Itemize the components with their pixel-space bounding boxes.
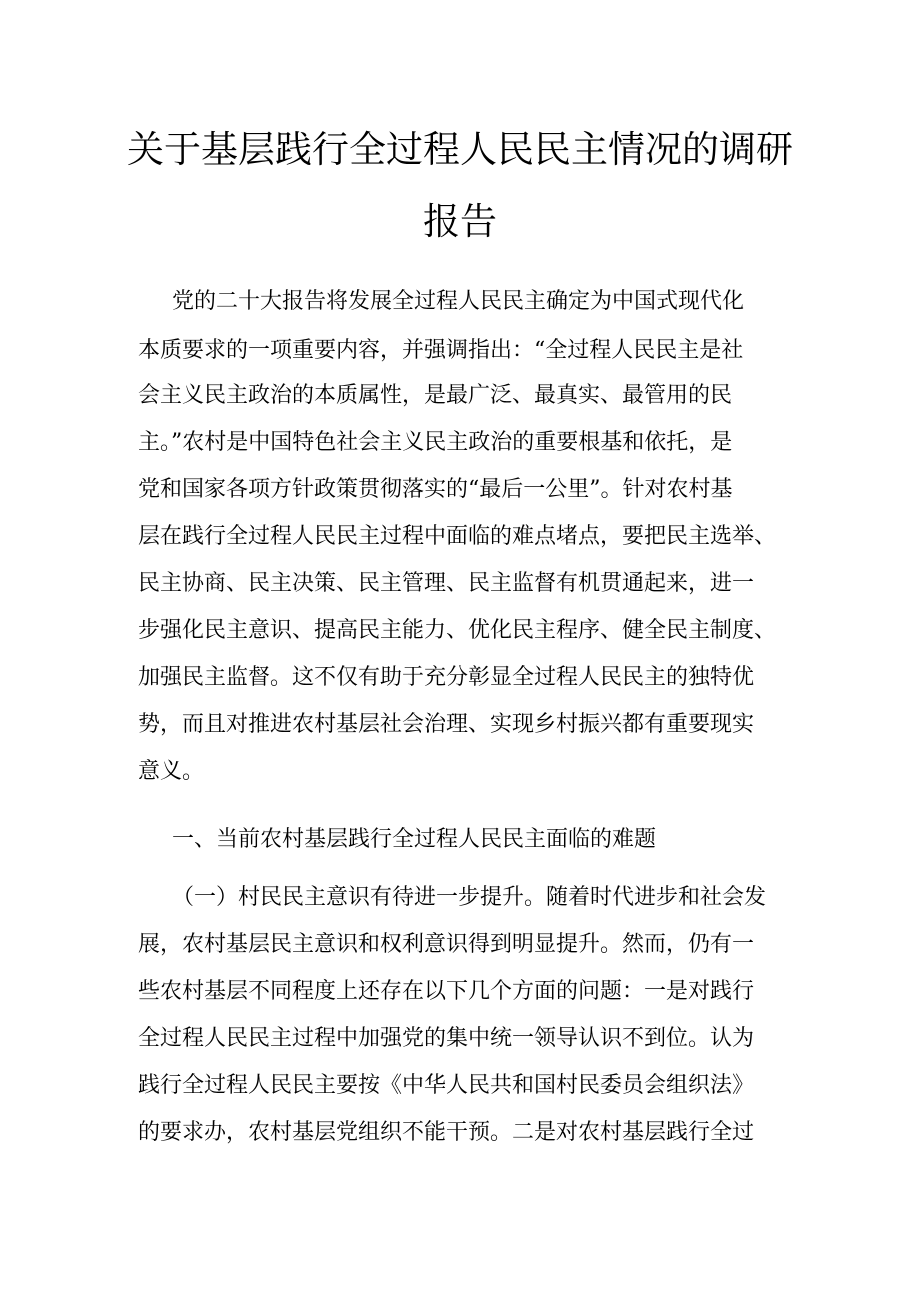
intro-paragraph-line: 本质要求的一项重要内容，并强调指出：“全过程人民民主是社	[138, 338, 744, 363]
subsection-paragraph-line: 展，农村基层民主意识和权利意识得到明显提升。然而，仍有一	[138, 932, 755, 957]
intro-paragraph-line: 主。”农村是中国特色社会主义民主政治的重要根基和依托，是	[138, 430, 733, 455]
intro-paragraph-line: 意义。	[138, 759, 205, 784]
intro-paragraph-line: 加强民主监督。这不仅有助于充分彰显全过程人民民主的独特优	[138, 665, 755, 690]
intro-paragraph-line: 层在践行全过程人民民主过程中面临的难点堵点，要把民主选举、	[138, 524, 777, 549]
document-title-line-1: 关于基层践行全过程人民民主情况的调研	[127, 128, 793, 171]
intro-paragraph-line: 势，而且对推进农村基层社会治理、实现乡村振兴都有重要现实	[138, 712, 755, 737]
intro-paragraph-line: 会主义民主政治的本质属性，是最广泛、最真实、最管用的民	[138, 383, 733, 408]
intro-paragraph-line: 党和国家各项方针政策贯彻落实的“最后一公里”。针对农村基	[138, 477, 733, 502]
subsection-paragraph-line: （一）村民民主意识有待进一步提升。随着时代进步和社会发	[172, 885, 767, 910]
section-heading: 一、当前农村基层践行全过程人民民主面临的难题	[172, 827, 657, 852]
intro-paragraph-line: 民主协商、民主决策、民主管理、民主监督有机贯通起来，进一	[138, 571, 755, 596]
subsection-paragraph-line: 全过程人民民主过程中加强党的集中统一领导认识不到位。认为	[138, 1026, 755, 1051]
document-body	[138, 0, 798, 1301]
subsection-paragraph-line: 的要求办，农村基层党组织不能干预。二是对农村基层践行全过	[138, 1120, 755, 1145]
subsection-paragraph-line: 些农村基层不同程度上还存在以下几个方面的问题：一是对践行	[138, 979, 755, 1004]
intro-paragraph-line: 步强化民主意识、提高民主能力、优化民主程序、健全民主制度、	[138, 618, 777, 643]
document-title-line-2: 报告	[423, 200, 497, 243]
intro-paragraph-line: 党的二十大报告将发展全过程人民民主确定为中国式现代化	[172, 289, 745, 314]
subsection-paragraph-line: 践行全过程人民民主要按《中华人民共和国村民委员会组织法》	[138, 1073, 755, 1098]
